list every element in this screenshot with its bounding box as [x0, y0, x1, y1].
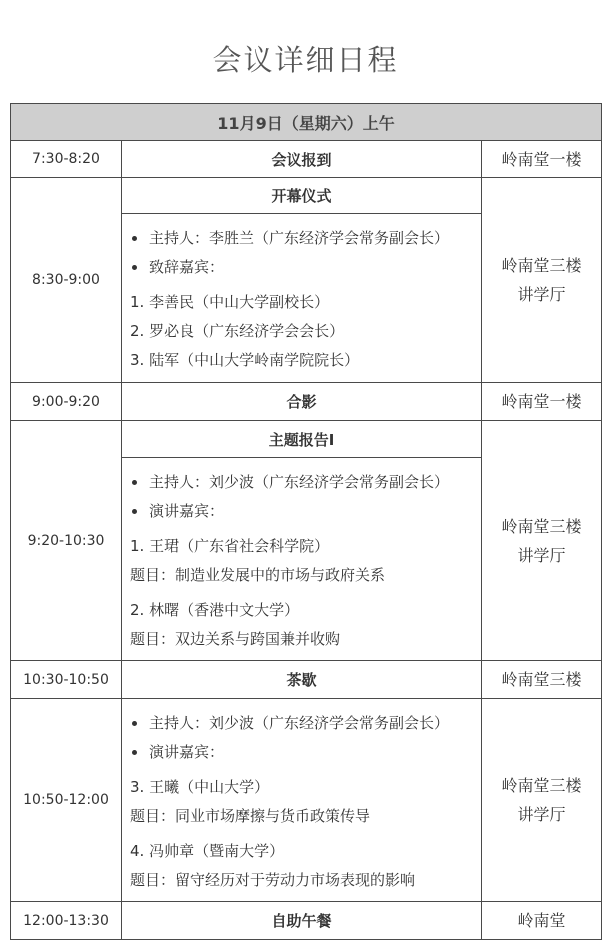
location-cell — [482, 699, 602, 902]
speaker-line: 4. 冯帅章（暨南大学） — [130, 842, 285, 860]
event-cell: 会议报到 — [122, 141, 482, 178]
time-cell: 9:00-9:20 — [11, 383, 122, 421]
time-cell: 7:30-8:20 — [11, 141, 122, 178]
table-row — [11, 902, 602, 940]
event-cell: 茶歇 — [122, 661, 482, 699]
location-line: 讲学厅 — [517, 805, 566, 824]
location-cell — [482, 178, 602, 383]
topic-line: 题目：制造业发展中的市场与政府关系 — [130, 566, 386, 584]
time-cell: 10:30-10:50 — [11, 661, 122, 699]
speaker-line: 3. 王曦（中山大学） — [130, 778, 270, 796]
session-details — [122, 699, 482, 902]
location-line: 讲学厅 — [517, 285, 566, 304]
guest-item: 3. 陆军（中山大学岭南学院院长） — [130, 351, 360, 369]
speaker-line: 1. 王珺（广东省社会科学院） — [130, 537, 330, 555]
location-line: 讲学厅 — [517, 545, 566, 565]
session-title: 开幕仪式 — [122, 178, 482, 214]
location-cell: 岭南堂一楼 — [482, 383, 602, 421]
host-line: 主持人：刘少波（广东经济学会常务副会长） — [130, 468, 473, 497]
schedule-table — [10, 103, 602, 940]
guests-label: 演讲嘉宾： — [130, 497, 473, 526]
location-cell: 岭南堂一楼 — [482, 141, 602, 178]
table-row — [11, 699, 602, 902]
location-line: 岭南堂三楼 — [501, 516, 582, 536]
table-row — [11, 661, 602, 699]
page-title: 会议详细日程 — [212, 43, 399, 77]
location-cell: 岭南堂 — [482, 902, 602, 940]
location-line: 岭南堂三楼 — [501, 256, 582, 275]
host-line: 主持人：李胜兰（广东经济学会常务副会长） — [130, 224, 473, 253]
table-row — [11, 383, 602, 421]
time-cell: 8:30-9:00 — [11, 178, 122, 383]
guests-label: 致辞嘉宾： — [130, 253, 473, 282]
time-cell: 12:00-13:30 — [11, 902, 122, 940]
time-cell: 10:50-12:00 — [11, 699, 122, 902]
table-row — [11, 141, 602, 178]
time-cell: 9:20-10:30 — [11, 421, 122, 661]
host-line: 主持人：刘少波（广东经济学会常务副会长） — [130, 709, 473, 738]
location-cell — [482, 421, 602, 661]
session-details — [122, 214, 482, 383]
event-cell: 合影 — [122, 383, 482, 421]
speaker-line: 2. 林曙（香港中文大学） — [130, 601, 300, 619]
topic-line: 题目：同业市场摩擦与货币政策传导 — [130, 807, 371, 825]
table-row — [11, 421, 602, 458]
location-cell: 岭南堂三楼 — [482, 661, 602, 699]
table-row — [11, 178, 602, 214]
session-details — [122, 458, 482, 661]
topic-line: 题目：双边关系与跨国兼并收购 — [130, 630, 341, 648]
event-cell: 自助午餐 — [122, 902, 482, 940]
guest-item: 2. 罗必良（广东经济学会会长） — [130, 322, 345, 340]
guests-label: 演讲嘉宾： — [130, 738, 473, 767]
day-header-row — [11, 104, 602, 141]
guest-item: 1. 李善民（中山大学副校长） — [130, 293, 330, 311]
location-line: 岭南堂三楼 — [501, 776, 582, 795]
session-title: 主题报告Ⅰ — [122, 421, 482, 458]
topic-line: 题目：留守经历对于劳动力市场表现的影响 — [130, 871, 416, 889]
day-header: 11月9日（星期六）上午 — [11, 104, 602, 141]
